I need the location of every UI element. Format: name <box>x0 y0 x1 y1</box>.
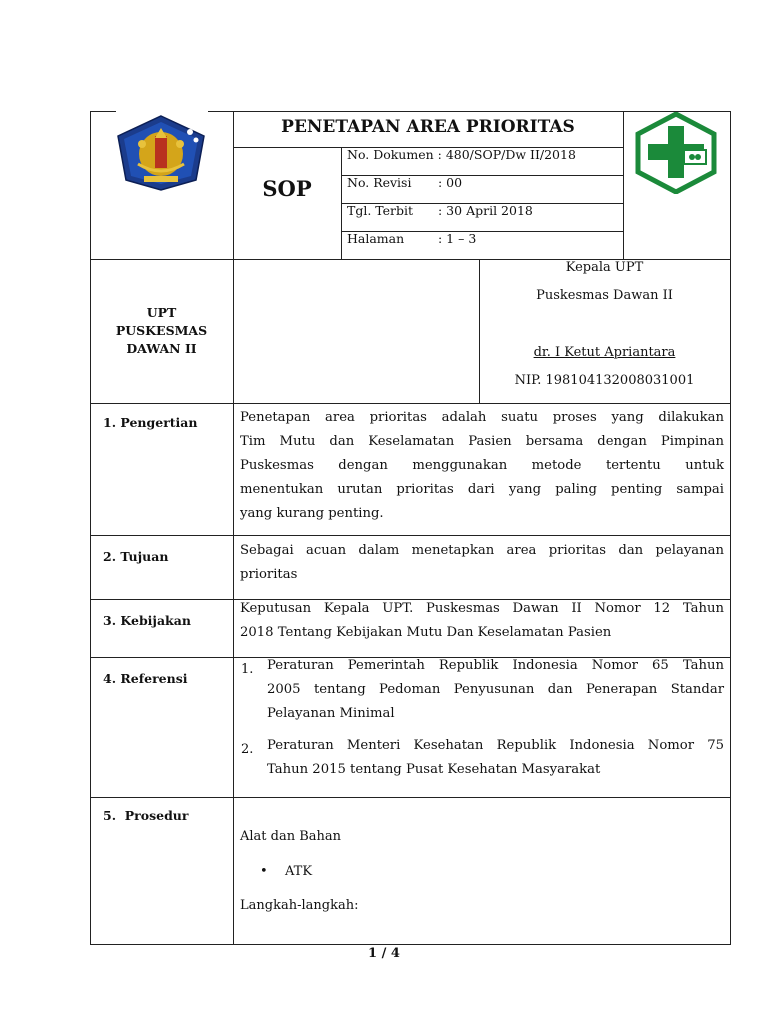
document-title: PENETAPAN AREA PRIORITAS <box>281 117 575 137</box>
text-line: Sebagai acuan dalam menetapkan area prioritas dan pelayanan <box>240 543 724 558</box>
revision-value: : 00 <box>438 175 463 190</box>
text-line: Tim Mutu dan Keselamatan Pasien bersama dengan Pimpinan <box>240 434 724 449</box>
section-pengertian-label: 1. Pengertian <box>103 415 198 430</box>
section-tujuan-text <box>240 539 724 587</box>
revision-label: No. Revisi <box>347 175 412 190</box>
reference-1-number: 1. <box>241 662 254 677</box>
page-number: 1 / 4 <box>368 946 400 961</box>
text-line: Penetapan area prioritas adalah suatu proses yang dilakukan <box>240 410 724 425</box>
text-line: Puskesmas dengan menggunakan metode tertentu untuk <box>240 458 724 473</box>
regency-emblem-logo <box>112 114 210 192</box>
text-line: prioritas <box>240 567 298 582</box>
doc-number: No. Dokumen : 480/SOP/Dw II/2018 <box>347 147 576 162</box>
section-pengertian-text <box>240 406 724 526</box>
signatory-name: dr. I Ketut Apriantara <box>533 345 676 360</box>
text-line: Peraturan Pemerintah Republik Indonesia Nomor 65 Tahun <box>267 658 724 673</box>
sop-label: SOP <box>262 176 312 201</box>
alat-bahan-heading: Alat dan Bahan <box>240 829 342 844</box>
bullet-icon: • <box>260 864 268 879</box>
signatory-title-2: Puskesmas Dawan II <box>536 288 673 303</box>
org-line-1: UPT <box>146 305 177 320</box>
section-prosedur-label: 5. Prosedur <box>103 808 189 823</box>
section-kebijakan-label: 3. Kebijakan <box>103 613 191 628</box>
text-line: 2018 Tentang Kebijakan Mutu Dan Keselamatan Pasien <box>240 625 612 640</box>
org-line-2: PUSKESMAS <box>115 323 208 338</box>
section-referensi-label: 4. Referensi <box>103 671 188 686</box>
text-line: Peraturan Menteri Kesehatan Republik Indonesia Nomor 75 <box>267 738 724 753</box>
text-line: Keputusan Kepala UPT. Puskesmas Dawan II Nomor 12 Tahun <box>240 601 724 616</box>
alat-item: ATK <box>285 864 313 879</box>
issue-date-value: : 30 April 2018 <box>438 203 533 218</box>
text-line: yang kurang penting. <box>240 506 384 521</box>
langkah-heading: Langkah-langkah: <box>240 898 359 913</box>
text-line: menentukan urutan prioritas dari yang paling penting sampai <box>240 482 724 497</box>
page-label: Halaman <box>347 231 405 246</box>
text-line: Tahun 2015 tentang Pusat Kesehatan Masyarakat <box>267 762 601 777</box>
section-kebijakan-text <box>240 597 724 645</box>
org-line-3: DAWAN II <box>126 341 197 356</box>
puskesmas-logo <box>634 112 718 194</box>
text-line: Pelayanan Minimal <box>267 706 395 721</box>
signatory-nip: NIP. 198104132008031001 <box>514 373 695 388</box>
reference-2-number: 2. <box>241 742 254 757</box>
signatory-title-1: Kepala UPT <box>565 260 644 275</box>
organization-name <box>90 304 233 358</box>
reference-1-text <box>267 654 724 726</box>
issue-date-label: Tgl. Terbit <box>347 203 414 218</box>
text-line: 2005 tentang Pedoman Penyusunan dan Penerapan Standar <box>267 682 724 697</box>
page-value: : 1 – 3 <box>438 231 477 246</box>
reference-2-text <box>267 734 724 782</box>
section-tujuan-label: 2. Tujuan <box>103 549 169 564</box>
